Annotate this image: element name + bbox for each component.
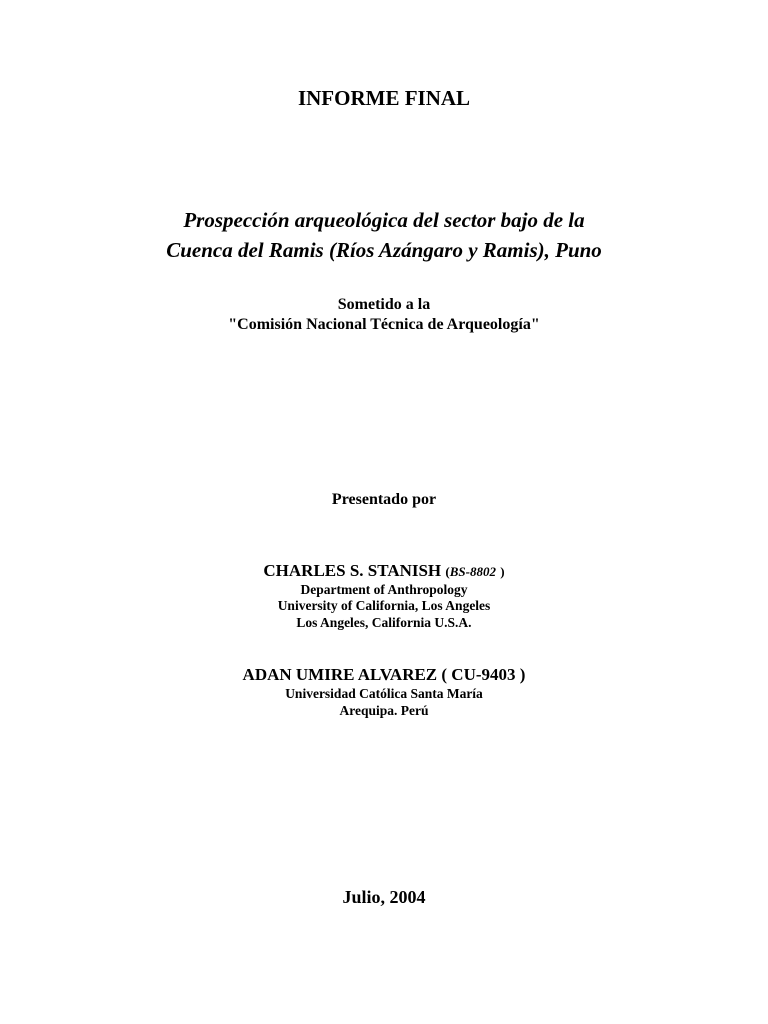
subtitle-line-1: Prospección arqueológica del sector bajo de la <box>183 208 585 232</box>
author-1-name: CHARLES S. STANISH <box>263 561 442 580</box>
author-1-affiliation-line-3: Los Angeles, California U.S.A. <box>296 615 472 630</box>
author-2-affiliation-line-2: Arequipa. Perú <box>339 703 429 718</box>
author-2-affiliation-line-1: Universidad Católica Santa María <box>285 686 483 701</box>
author-2-name: ADAN UMIRE ALVAREZ ( CU-9403 ) <box>242 665 526 684</box>
presented-by-label: Presentado por <box>331 491 437 508</box>
author-1-affiliation-line-2: University of California, Los Angeles <box>277 598 491 613</box>
submitted-to-label: Sometido a la <box>337 296 431 313</box>
submitted-to-institution: "Comisión Nacional Técnica de Arqueología" <box>228 316 540 333</box>
document-title: INFORME FINAL <box>297 86 471 110</box>
author-1-code-close: ) <box>500 564 505 579</box>
document-date: Julio, 2004 <box>342 887 426 907</box>
author-1 <box>0 561 768 581</box>
subtitle-line-2: Cuenca del Ramis (Ríos Azángaro y Ramis), Puno <box>166 238 602 262</box>
author-1-code-open: ( <box>445 564 450 579</box>
author-1-code: BS-8802 <box>449 564 496 579</box>
author-1-affiliation-line-1: Department of Anthropology <box>300 582 468 597</box>
